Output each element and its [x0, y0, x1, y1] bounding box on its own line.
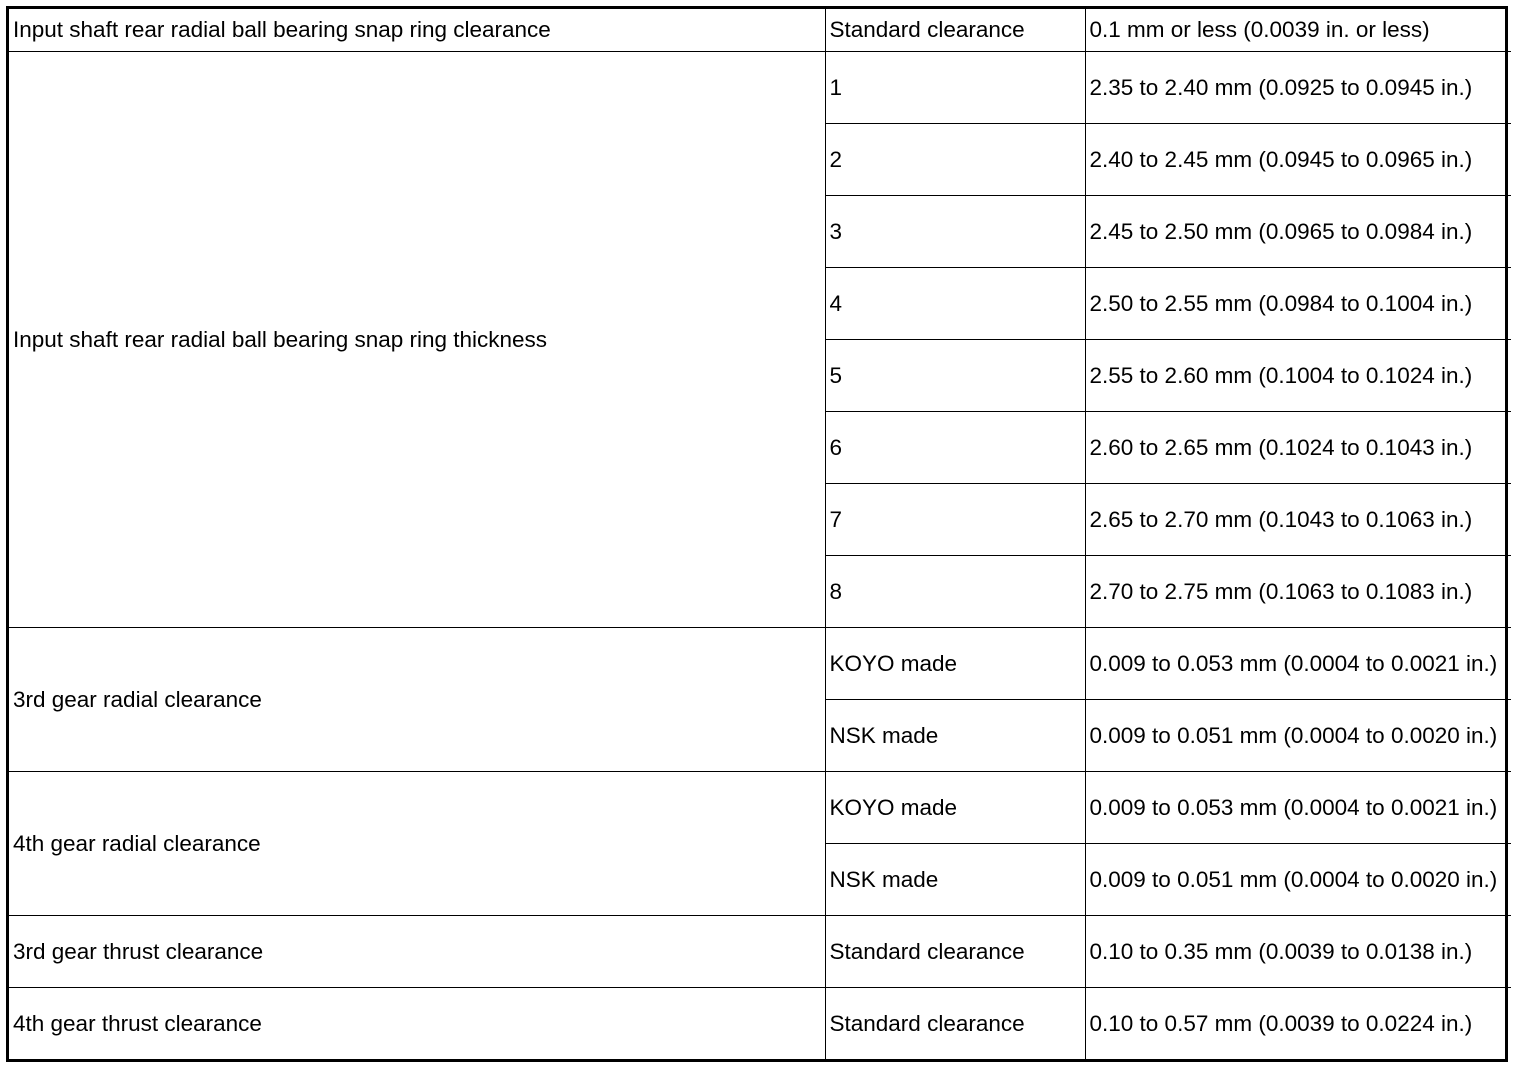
- value-cell: 2.70 to 2.75 mm (0.1063 to 0.1083 in.): [1085, 555, 1511, 627]
- item-cell: 3rd gear thrust clearance: [9, 915, 825, 987]
- sub-cell: Standard clearance: [825, 915, 1085, 987]
- value-cell: 0.1 mm or less (0.0039 in. or less): [1085, 9, 1511, 51]
- mark-cell: KOYO made: [825, 771, 1085, 843]
- mark-cell: NSK made: [825, 699, 1085, 771]
- mark-cell: 3: [825, 195, 1085, 267]
- value-cell: 0.009 to 0.051 mm (0.0004 to 0.0020 in.): [1085, 843, 1511, 915]
- mark-cell: 8: [825, 555, 1085, 627]
- table-row: [9, 915, 1511, 987]
- table-row: [9, 771, 1511, 843]
- value-cell: 2.40 to 2.45 mm (0.0945 to 0.0965 in.): [1085, 123, 1511, 195]
- mark-cell: 6: [825, 411, 1085, 483]
- value-cell: 2.35 to 2.40 mm (0.0925 to 0.0945 in.): [1085, 51, 1511, 123]
- mark-cell: NSK made: [825, 843, 1085, 915]
- mark-cell: 7: [825, 483, 1085, 555]
- value-cell: 0.10 to 0.57 mm (0.0039 to 0.0224 in.): [1085, 987, 1511, 1059]
- value-cell: 2.55 to 2.60 mm (0.1004 to 0.1024 in.): [1085, 339, 1511, 411]
- mark-cell: 1: [825, 51, 1085, 123]
- spec-table-frame: [6, 6, 1508, 1062]
- item-cell: Input shaft rear radial ball bearing snap ring thickness: [9, 51, 825, 627]
- sub-cell: Standard clearance: [825, 9, 1085, 51]
- mark-cell: 2: [825, 123, 1085, 195]
- mark-cell: KOYO made: [825, 627, 1085, 699]
- table-row: [9, 51, 1511, 123]
- item-cell: 4th gear radial clearance: [9, 771, 825, 915]
- mark-cell: 5: [825, 339, 1085, 411]
- table-row: [9, 987, 1511, 1059]
- value-cell: 0.009 to 0.051 mm (0.0004 to 0.0020 in.): [1085, 699, 1511, 771]
- mark-cell: 4: [825, 267, 1085, 339]
- value-cell: 0.009 to 0.053 mm (0.0004 to 0.0021 in.): [1085, 771, 1511, 843]
- value-cell: 0.10 to 0.35 mm (0.0039 to 0.0138 in.): [1085, 915, 1511, 987]
- item-cell: Input shaft rear radial ball bearing snap ring clearance: [9, 9, 825, 51]
- item-cell: 4th gear thrust clearance: [9, 987, 825, 1059]
- table-row: [9, 627, 1511, 699]
- item-cell: 3rd gear radial clearance: [9, 627, 825, 771]
- value-cell: 2.45 to 2.50 mm (0.0965 to 0.0984 in.): [1085, 195, 1511, 267]
- value-cell: 2.60 to 2.65 mm (0.1024 to 0.1043 in.): [1085, 411, 1511, 483]
- value-cell: 2.65 to 2.70 mm (0.1043 to 0.1063 in.): [1085, 483, 1511, 555]
- table-row: [9, 9, 1511, 51]
- value-cell: 0.009 to 0.053 mm (0.0004 to 0.0021 in.): [1085, 627, 1511, 699]
- value-cell: 2.50 to 2.55 mm (0.0984 to 0.1004 in.): [1085, 267, 1511, 339]
- sub-cell: Standard clearance: [825, 987, 1085, 1059]
- spec-table: [9, 9, 1511, 1059]
